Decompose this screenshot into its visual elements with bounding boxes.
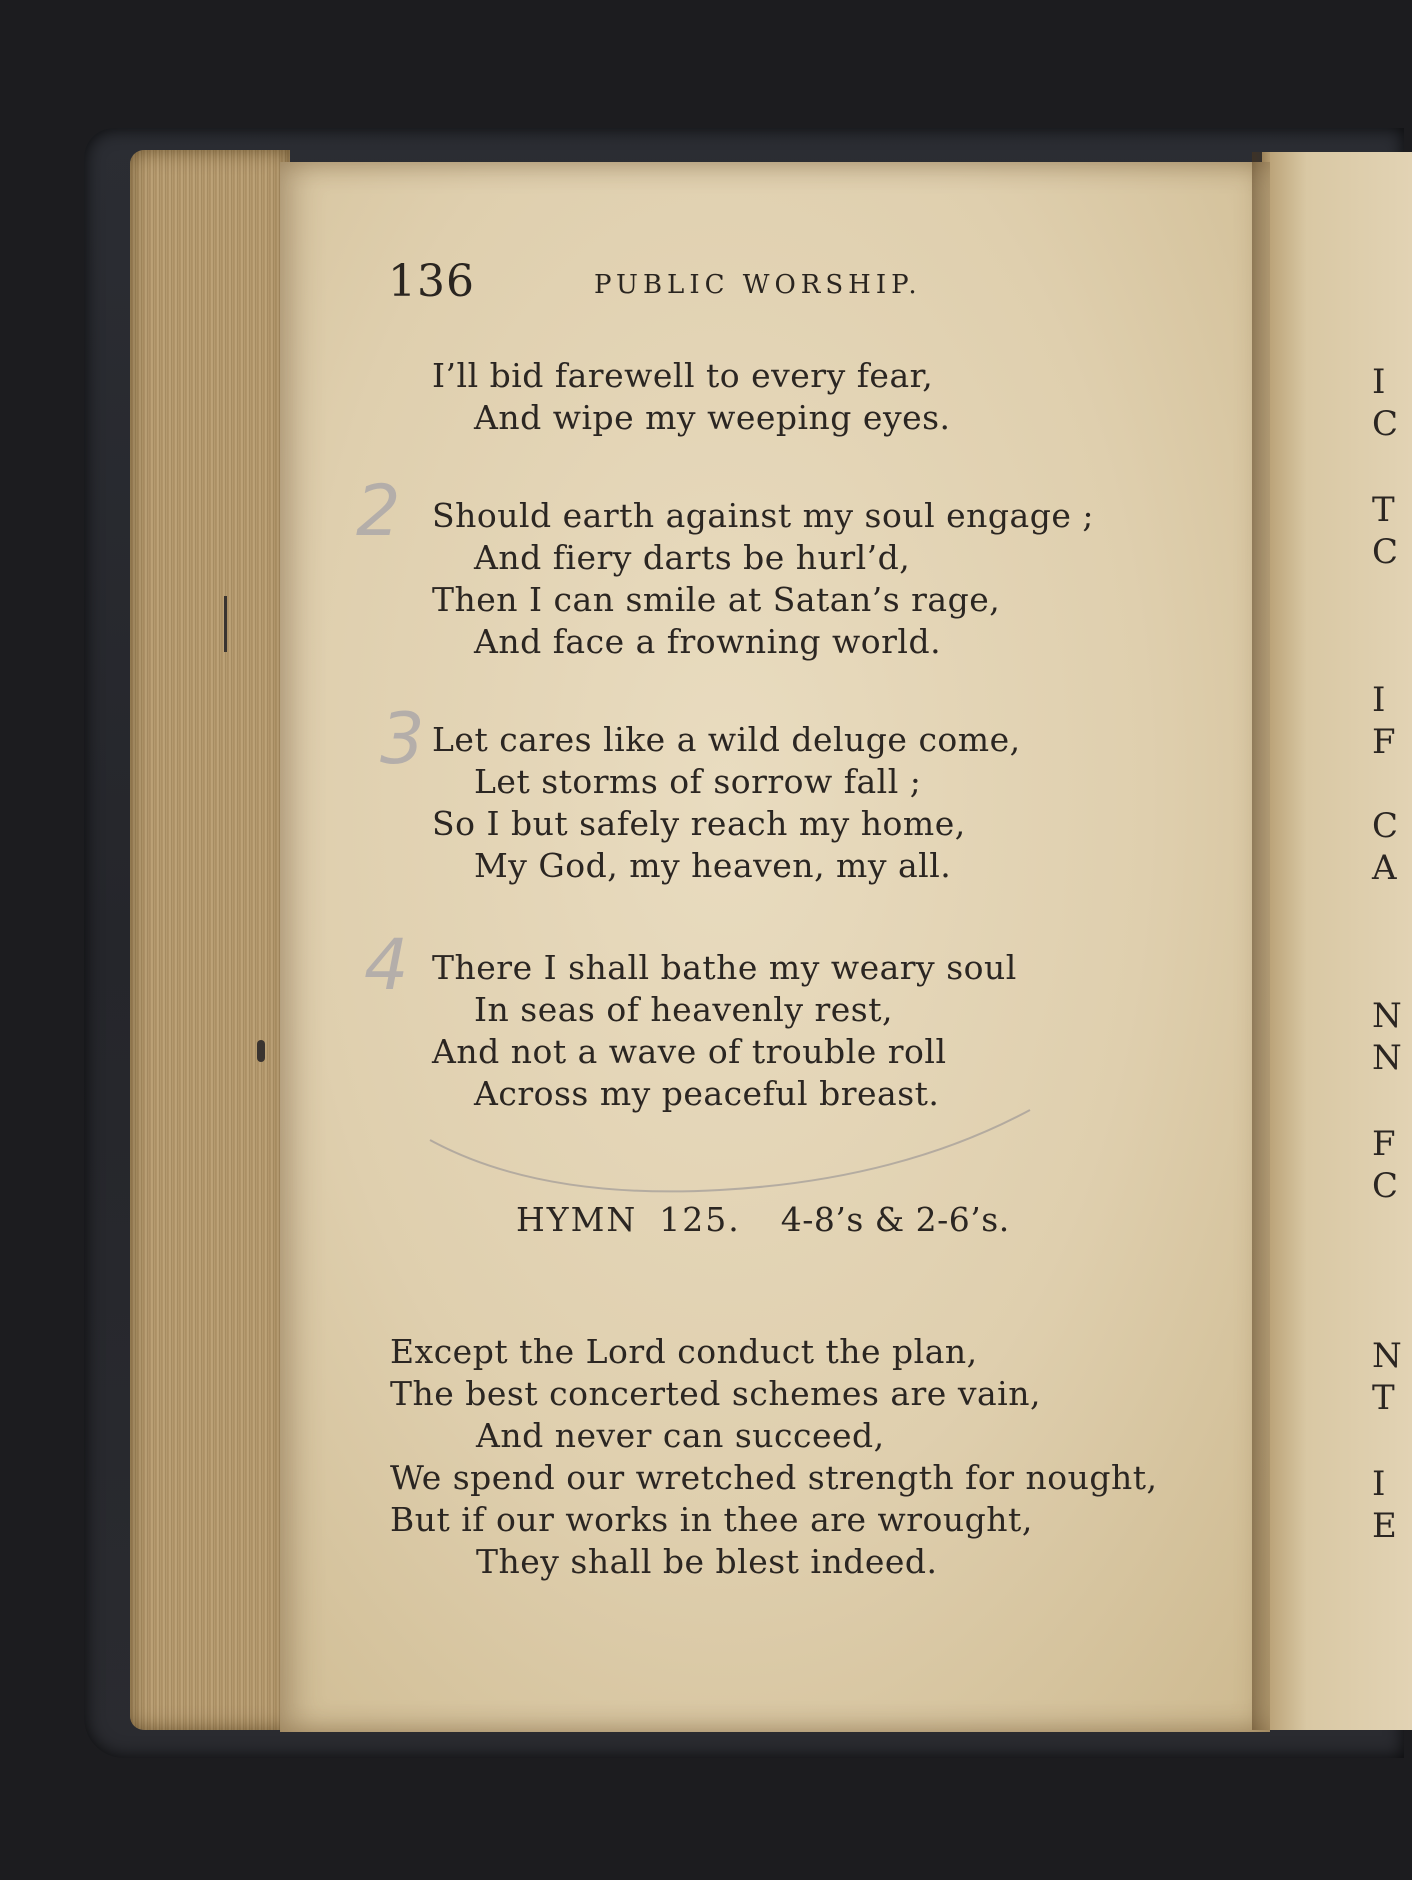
verse-number-mark: 3: [380, 698, 425, 780]
facing-page: [1262, 152, 1412, 1730]
margin-mark: [257, 1040, 265, 1062]
verse-line: Across my peaceful breast.: [474, 1074, 940, 1113]
facing-page-fragment: A: [1372, 848, 1397, 888]
verse-line: Should earth against my soul engage ;: [432, 496, 1094, 535]
hymn-number: 125.: [659, 1200, 741, 1239]
hymn-line: The best concerted schemes are vain,: [390, 1374, 1041, 1413]
verse-line: There I shall bathe my weary soul: [432, 948, 1017, 987]
hymn-line: And never can succeed,: [476, 1416, 885, 1455]
facing-page-fragment: C: [1372, 532, 1399, 572]
verse-line: Let cares like a wild deluge come,: [432, 720, 1021, 759]
facing-page-fragment: T: [1372, 490, 1395, 530]
facing-page-fragment: I: [1372, 362, 1386, 402]
verse-line: I’ll bid farewell to every fear,: [432, 356, 934, 395]
verse-line: So I but safely reach my home,: [432, 804, 966, 843]
page-gutter: [1252, 152, 1270, 1730]
facing-page-fragment: I: [1372, 1464, 1386, 1504]
running-head: PUBLIC WORSHIP.: [594, 270, 922, 300]
hymn-line: Except the Lord conduct the plan,: [390, 1332, 978, 1371]
verse-line: My God, my heaven, my all.: [474, 846, 952, 885]
verse-line: In seas of heavenly rest,: [474, 990, 893, 1029]
hymn-line: They shall be blest indeed.: [476, 1542, 938, 1581]
facing-page-fragment: F: [1372, 1124, 1396, 1164]
page-number: 136: [388, 256, 475, 307]
facing-page-fragment: N: [1372, 1038, 1402, 1078]
facing-page-fragment: C: [1372, 806, 1399, 846]
facing-page-fragment: N: [1372, 996, 1402, 1036]
verse-number-mark: 2: [356, 470, 401, 552]
facing-page-fragment: C: [1372, 1166, 1399, 1206]
facing-page-fragment: C: [1372, 404, 1399, 444]
hymn-heading: [516, 1200, 1010, 1239]
hymn-title: HYMN: [516, 1200, 638, 1239]
facing-page-fragment: I: [1372, 680, 1386, 720]
verse-number-mark: 4: [364, 924, 409, 1006]
pencil-annotation-icon: [420, 1080, 1040, 1200]
page-edges: [130, 150, 290, 1730]
verse-line: And face a frowning world.: [474, 622, 942, 661]
verse-line: And wipe my weeping eyes.: [474, 398, 951, 437]
hymn-line: But if our works in thee are wrought,: [390, 1500, 1033, 1539]
verse-line: Then I can smile at Satan’s rage,: [432, 580, 1001, 619]
margin-mark: [224, 596, 227, 652]
facing-page-fragment: F: [1372, 722, 1396, 762]
verse-line: And not a wave of trouble roll: [432, 1032, 947, 1071]
hymn-line: We spend our wretched strength for nought,: [390, 1458, 1158, 1497]
verse-line: Let storms of sorrow fall ;: [474, 762, 922, 801]
verse-line: And fiery darts be hurl’d,: [474, 538, 911, 577]
facing-page-fragment: T: [1372, 1378, 1395, 1418]
facing-page-fragment: E: [1372, 1506, 1397, 1546]
hymn-meter: 4-8’s & 2-6’s.: [780, 1200, 1010, 1239]
facing-page-fragment: N: [1372, 1336, 1402, 1376]
